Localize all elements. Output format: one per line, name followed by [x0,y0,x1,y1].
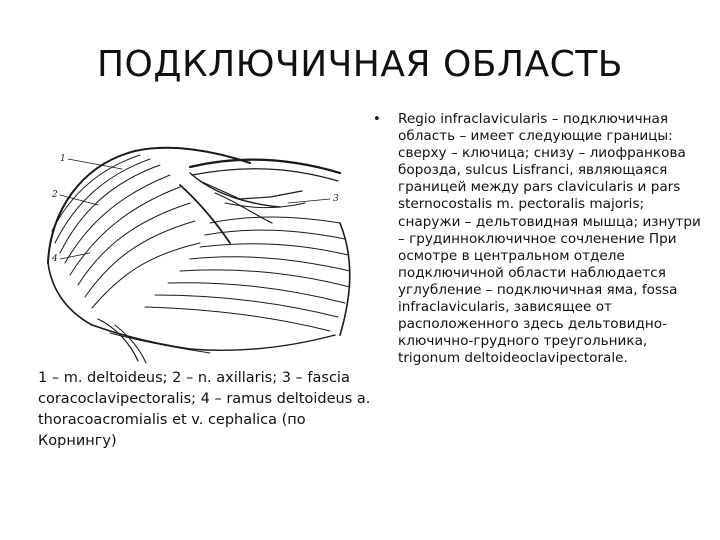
bullet-list [373,111,706,367]
figure-label-1: 1 [60,154,66,164]
anatomy-illustration [40,103,360,365]
figure-label-4: 4 [52,254,58,264]
figure-caption: 1 – m. deltoideus; 2 – n. axillaris; 3 – fascia coracoclavipectoralis; 4 – ramus deltoideus a. thoracoacromialis et v. cephalica (по Корнингу) [38,370,371,449]
bullet-text: Regio infraclavicularis – подключичная область – имеет следующие границы: сверху – ключица; снизу – лиофранкова борозда, sulcus Lisfranci, являющаяся границей между pars clavicularis и pars sternocostalis m. pectoralis majoris; снаружи – дельтовидная мышца; изнутри – грудинноключичное сочленение При осмотре в центральном отделе подключичной области наблюдается углубление – подключичная яма, fossa infraclavicularis, зависящее от расположенного здесь дельтовидно-ключично-грудного треугольника, trigonum deltoideoclavipectorale. [398,111,701,367]
figure-label-2: 2 [52,190,58,200]
bullet-marker: • [373,112,381,127]
slide-title: ПОДКЛЮЧИЧНАЯ ОБЛАСТЬ [96,44,624,85]
figure-label-3: 3 [333,194,339,204]
